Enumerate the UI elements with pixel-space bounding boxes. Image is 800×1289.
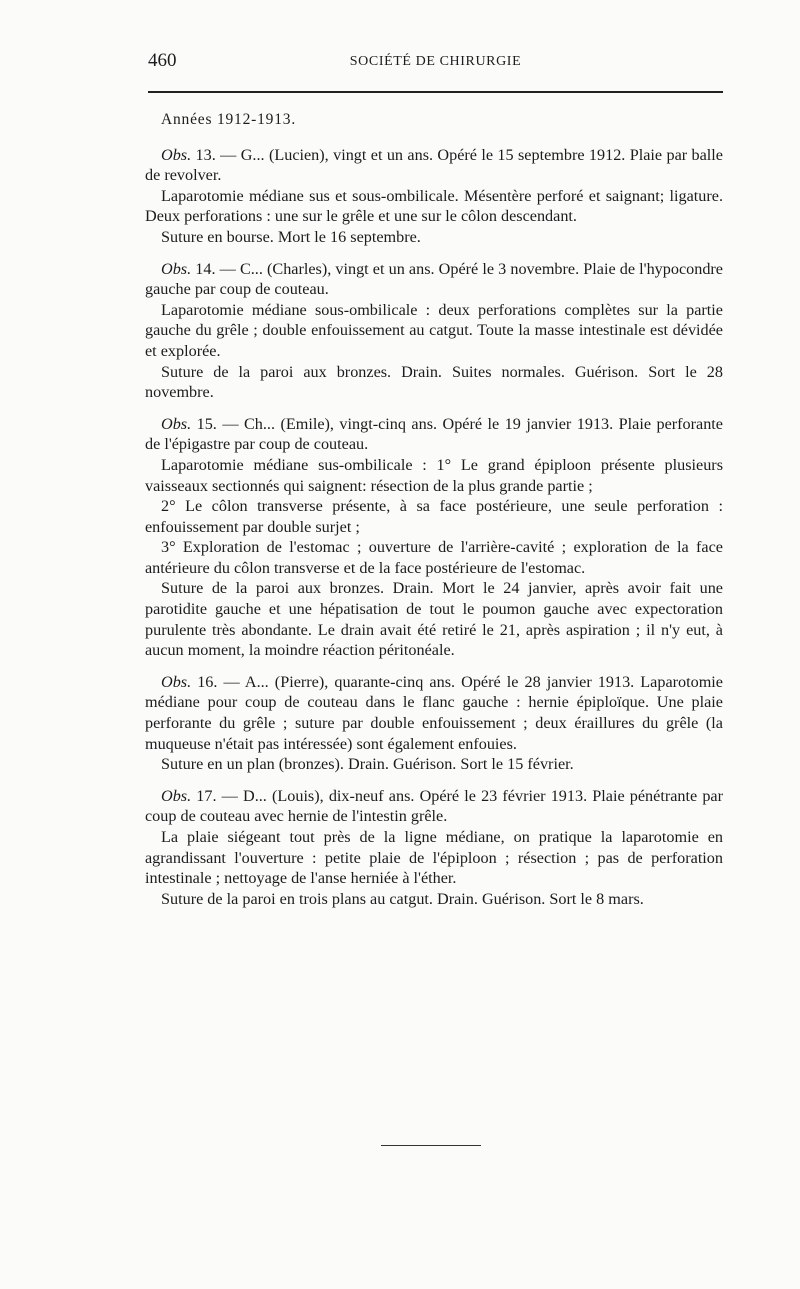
observations-list	[145, 145, 723, 910]
observation-head-text: 15. — Ch... (Emile), vingt-cinq ans. Opéré le 19 janvier 1913. Plaie perforante de l'épigastre par coup de couteau.	[145, 414, 723, 454]
observation-paragraph: La plaie siégeant tout près de la ligne médiane, on pratique la laparotomie en agrandissant l'ouverture : petite plaie de l'épiploon ; résection ; pas de perforation intestinale ; nettoyage de l'anse herniée à l'éther.	[145, 828, 723, 888]
section-years-heading: Années 1912-1913.	[161, 111, 296, 128]
header-rule	[148, 91, 723, 93]
observation-label: Obs.	[161, 259, 192, 278]
observation-head	[145, 672, 723, 754]
observation-paragraph: Laparotomie médiane sus et sous-ombilicale. Mésentère perforé et saignant; ligature. Deux perforations : une sur le grêle et une sur le côlon descendant.	[145, 186, 723, 226]
observation-paragraph: Suture de la paroi en trois plans au catgut. Drain. Guérison. Sort le 8 mars.	[161, 889, 644, 908]
observation-paragraph: 2° Le côlon transverse présente, à sa face postérieure, une seule perforation : enfouissement par double surjet ;	[145, 497, 723, 536]
page-header	[148, 50, 723, 76]
observation-2	[145, 414, 723, 661]
observation-label: Obs.	[161, 786, 192, 805]
observation-head	[145, 259, 723, 300]
running-title: SOCIÉTÉ DE CHIRURGIE	[349, 54, 522, 69]
observation-paragraph: Suture de la paroi aux bronzes. Drain. Mort le 24 janvier, après avoir fait une parotidite gauche et une hépatisation de tout le poumon gauche avec expectoration purulente très abondante. Le drain avait été retiré le 21, après aspiration ; il n'y eut, à aucun moment, la moindre réaction péritonéale.	[145, 579, 723, 660]
observation-paragraph: Laparotomie médiane sous-ombilicale : deux perforations complètes sur la partie gauche du grêle ; double enfouissement au catgut. Toute la masse intestinale est dévidée et explorée.	[145, 300, 723, 360]
observation-label: Obs.	[161, 145, 192, 164]
observation-3	[145, 672, 723, 775]
observation-head-text: 14. — C... (Charles), vingt et un ans. Opéré le 3 novembre. Plaie de l'hypocondre gauche par coup de couteau.	[145, 259, 723, 299]
observation-head	[145, 414, 723, 455]
observation-paragraph: Suture en un plan (bronzes). Drain. Guérison. Sort le 15 février.	[161, 755, 574, 774]
body-text	[145, 110, 723, 920]
observation-1	[145, 259, 723, 403]
end-rule	[381, 1145, 481, 1146]
observation-head-text: 17. — D... (Louis), dix-neuf ans. Opéré le 23 février 1913. Plaie pénétrante par coup de couteau avec hernie de l'intestin grêle.	[145, 786, 723, 826]
observation-paragraph: Suture de la paroi aux bronzes. Drain. Suites normales. Guérison. Sort le 28 novembre.	[145, 362, 723, 402]
observation-paragraph: 3° Exploration de l'estomac ; ouverture de l'arrière-cavité ; exploration de la face antérieure du côlon transverse et de la face postérieure de l'estomac.	[145, 538, 723, 577]
observation-label: Obs.	[161, 672, 192, 691]
observation-paragraph: Suture en bourse. Mort le 16 septembre.	[161, 227, 421, 246]
observation-0	[145, 145, 723, 248]
observation-4	[145, 786, 723, 910]
observation-head	[145, 786, 723, 827]
observation-head	[145, 145, 723, 186]
observation-paragraph: Laparotomie médiane sus-ombilicale : 1° Le grand épiploon présente plusieurs vaisseaux sectionnés qui saignent: résection de la plus grande partie ;	[145, 455, 723, 495]
observation-head-text: 16. — A... (Pierre), quarante-cinq ans. Opéré le 28 janvier 1913. Laparotomie médiane pour coup de couteau dans le flanc gauche : hernie épiploïque. Une plaie perforante du grêle ; suture par double enfouissement ; deux éraillures du grêle (la muqueuse n'était pas intéressée) sont également enfouies.	[145, 672, 723, 753]
observation-head-text: 13. — G... (Lucien), vingt et un ans. Opéré le 15 septembre 1912. Plaie par balle de revolver.	[145, 145, 723, 185]
observation-label: Obs.	[161, 414, 192, 433]
page-number: 460	[148, 50, 177, 71]
